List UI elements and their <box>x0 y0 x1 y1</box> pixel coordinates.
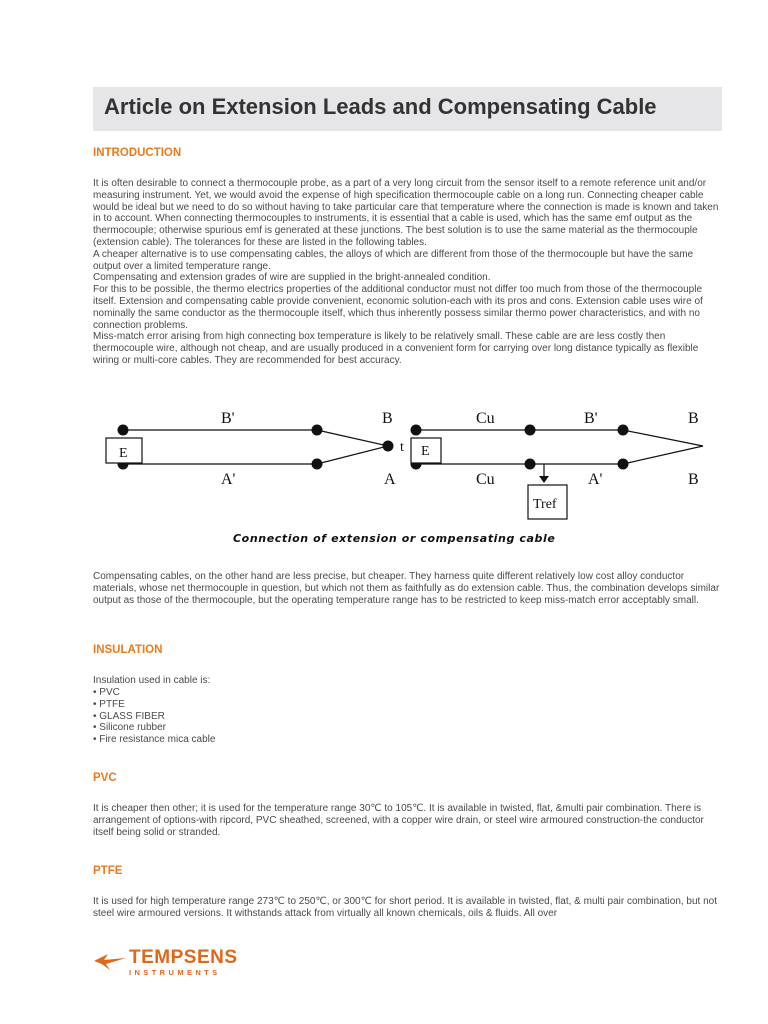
label-b-prime-left: B' <box>221 410 235 427</box>
ptfe-paragraph: It is used for high temperature range 273℃ to 250℃, or 300℃ for short period. It is available in twisted, flat, & multi pair combination, but not steel wire armoured versions. It withstands attack from virtually all known chemicals, oils & fluids. All over <box>93 896 718 919</box>
insulation-heading: INSULATION <box>93 644 163 656</box>
label-b-right-bottom: B <box>688 471 699 488</box>
dot <box>312 425 323 436</box>
insulation-intro <box>93 675 721 687</box>
dot <box>618 425 629 436</box>
label-b-left: B <box>382 410 393 427</box>
intro-paragraph-1: It is often desirable to connect a thermocouple probe, as a part of a very long circuit from the sensor itself to a remote reference unit and/or measuring instrument. Yet, we would avoid the expense of high specification thermocouple cable on a long run. Connecting cheaper cable would be ideal but we need to do so without having to take particular care that temperature where the connection is made is known and taken in to account. When connecting thermocouples to instruments, it is essential that a cable is used, which has the same emf output as the thermocouple; otherwise spurious emf is generated at these junctions. The best solution is to use the same material as the thermocouple (extension cable). The tolerances for these are listed in the following tables. <box>93 178 719 248</box>
page-title: Article on Extension Leads and Compensating Cable <box>104 94 657 119</box>
wire-to-junction-bottom <box>317 446 388 464</box>
tref-arrow-head <box>539 476 549 483</box>
wire-b-right-bottom <box>623 446 703 464</box>
introduction-body <box>93 178 721 367</box>
label-b-prime-right: B' <box>584 410 598 427</box>
pvc-heading: PVC <box>93 772 117 784</box>
dot <box>525 425 536 436</box>
compensating-body <box>93 571 721 606</box>
list-item: • Fire resistance mica cable <box>93 734 215 746</box>
dot <box>312 459 323 470</box>
label-e-left: E <box>119 446 128 461</box>
dot <box>618 459 629 470</box>
diagram-caption: Connection of extension or compensating cable <box>233 532 556 545</box>
dot <box>118 425 129 436</box>
diagram-dots <box>118 425 629 470</box>
intro-paragraph-5: Miss-match error arising from high connecting box temperature is likely to be relatively small. These cable are are less costly then thermocouple wire, although not cheap, and are usually produced in a convenient form for carrying over long distance typically as flexible wiring or multi-core cables. They are recommended for best accuracy. <box>93 331 699 366</box>
wire-to-junction-top <box>317 430 388 446</box>
label-t: t <box>400 440 404 455</box>
label-a-prime-right: A' <box>588 471 603 488</box>
dot <box>411 425 422 436</box>
intro-paragraph-3: Compensating and extension grades of wire are supplied in the bright-annealed condition. <box>93 272 491 284</box>
logo-subtitle: INSTRUMENTS <box>129 968 221 977</box>
dot <box>383 441 394 452</box>
insulation-list <box>93 687 215 746</box>
ptfe-heading: PTFE <box>93 865 123 877</box>
introduction-heading: INTRODUCTION <box>93 147 182 159</box>
compensating-paragraph: Compensating cables, on the other hand are less precise, but cheaper. They harness quite different relatively low cost alloy conductor materials, whose net thermocouple in question, but which not them as faithfully as do extension cable. Thus, the combination develops similar output as those of the thermocouple, but the operating temperature range has to be restricted to keep miss-match error acceptably small. <box>93 571 720 606</box>
diagram-labels <box>119 410 699 512</box>
pvc-body <box>93 803 721 838</box>
list-item: • Silicone rubber <box>93 722 215 734</box>
insulation-intro-text: Insulation used in cable is: <box>93 675 211 686</box>
label-tref: Tref <box>533 497 557 512</box>
label-a-left: A <box>384 471 396 488</box>
label-b-right-top: B <box>688 410 699 427</box>
intro-paragraph-2: A cheaper alternative is to use compensating cables, the alloys of which are different from those of the thermocouple but have the same output over a limited temperature range. <box>93 248 694 272</box>
connection-diagram <box>98 402 718 548</box>
label-e-right: E <box>421 444 430 459</box>
dot <box>525 459 536 470</box>
label-a-prime-left: A' <box>221 471 236 488</box>
label-cu-top: Cu <box>476 410 495 427</box>
label-cu-bottom: Cu <box>476 471 495 488</box>
tempsens-bird-icon <box>93 952 127 972</box>
ptfe-body <box>93 896 721 920</box>
list-item: • PTFE <box>93 699 215 711</box>
logo-name: TEMPSENS <box>129 947 238 968</box>
tempsens-logo <box>93 947 238 978</box>
title-bar <box>93 87 722 131</box>
list-item: • GLASS FIBER <box>93 711 215 723</box>
pvc-paragraph: It is cheaper then other; it is used for the temperature range 30℃ to 105℃. It is available in twisted, flat, &multi pair combination. There is arrangement of options-with ripcord, PVC sheathed, screened, with a copper wire drain, or steel wire armoured construction-the conductor itself being solid or stranded. <box>93 803 704 838</box>
intro-paragraph-4: For this to be possible, the thermo electrics properties of the additional conductor must not differ too much from those of the thermocouple itself. Extension and compensating cable provide convenient, economic solution-each with its pros and cons. Extension cable uses wire of nominally the same conductor as the thermocouple itself, which thus inherently possess similar thermo power characteristics, and with no connection problems. <box>93 284 703 331</box>
wire-b-right-top <box>623 430 703 446</box>
list-item: • PVC <box>93 687 215 699</box>
